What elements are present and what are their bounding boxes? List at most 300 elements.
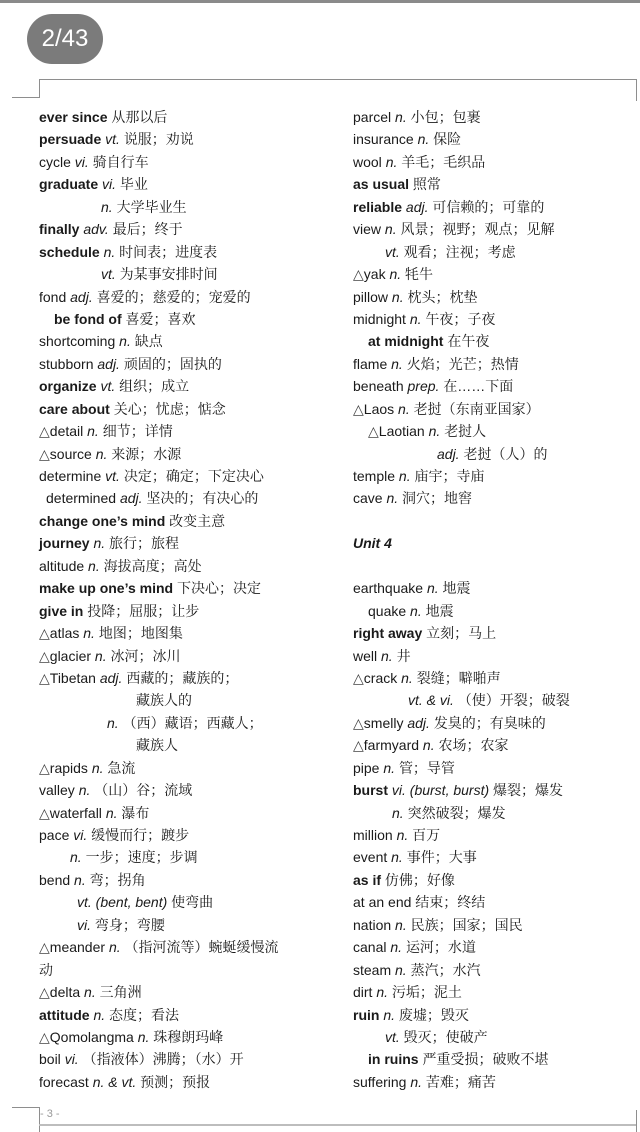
vocab-entry: [353, 667, 633, 689]
page-indicator-badge: 2/43: [27, 14, 103, 64]
headword: organize: [39, 378, 97, 395]
vocab-entry: [353, 914, 633, 936]
vocab-entry: [353, 398, 633, 420]
part-of-speech: n.: [93, 535, 106, 552]
vocab-entry: [39, 375, 339, 397]
definition: 火焰；光芒；热情: [406, 355, 519, 372]
vocab-entry: [39, 443, 339, 465]
definition: （使）开裂；破裂: [457, 692, 570, 709]
triangle-marker-icon: △: [353, 266, 364, 283]
headword: pace: [39, 827, 70, 843]
headword: valley: [39, 782, 75, 799]
definition: 观看；注视；考虑: [403, 243, 516, 260]
part-of-speech: vi.: [102, 176, 117, 193]
headword: quake: [368, 602, 407, 619]
definition: 急流: [107, 759, 136, 776]
definition: 改变主意: [169, 512, 226, 529]
definition: 严重受损；破败不堪: [422, 1051, 549, 1068]
definition: 庙宇；寺庙: [414, 468, 485, 484]
headword: shortcoming: [39, 333, 116, 350]
triangle-marker-icon: △: [39, 625, 50, 642]
part-of-speech: n.: [426, 580, 439, 597]
definition: （西）藏语；西藏人；: [122, 714, 263, 731]
headword: burst: [353, 782, 388, 799]
triangle-marker-icon: △: [39, 423, 50, 440]
definition: 珠穆朗玛峰: [153, 1028, 224, 1045]
headword: flame: [353, 355, 388, 372]
headword: well: [353, 647, 378, 664]
vocab-entry: [39, 106, 339, 128]
definition: 冰河；冰川: [110, 647, 181, 664]
triangle-marker-icon: △: [353, 714, 364, 731]
headword: bend: [39, 871, 71, 888]
definition: 一步；速度；步调: [85, 849, 198, 866]
part-of-speech: n.: [391, 355, 403, 372]
vocab-entry: [353, 465, 633, 487]
vocab-entry: [353, 734, 633, 756]
crop-mark-top-left: [39, 79, 40, 98]
part-of-speech: n.: [395, 961, 407, 978]
headword: yak: [363, 266, 386, 283]
vocab-entry: [39, 1026, 339, 1048]
part-of-speech: vt.: [100, 378, 116, 395]
headword: determine: [39, 468, 102, 484]
vocab-entry: [353, 1004, 633, 1026]
headword: boil: [39, 1051, 61, 1068]
headword: stubborn: [39, 355, 94, 372]
definition: 坚决的；有决心的: [146, 490, 259, 507]
definition: 瀑布: [121, 804, 150, 821]
definition: 藏族人: [136, 737, 178, 754]
vocab-entry: [353, 128, 633, 150]
definition: 管；导管: [398, 759, 455, 776]
vocab-entry: [353, 286, 633, 308]
vocab-entry: [353, 779, 633, 801]
triangle-marker-icon: △: [39, 445, 50, 462]
part-of-speech: n.: [395, 109, 407, 125]
definition: 预测；预报: [140, 1073, 211, 1090]
definition: 毕业: [119, 176, 148, 193]
headword: graduate: [39, 176, 99, 193]
vocab-entry: [353, 308, 633, 330]
headword: Laos: [363, 400, 395, 417]
part-of-speech: n.: [88, 557, 100, 574]
headword: fond: [39, 288, 67, 305]
part-of-speech: n.: [391, 849, 403, 866]
blank-line: [353, 510, 633, 532]
definition: 从那以后: [111, 109, 168, 125]
part-of-speech: n.: [94, 647, 107, 664]
part-of-speech: n.: [105, 804, 118, 821]
vocab-entry: [39, 487, 339, 509]
part-of-speech: n. & vt.: [92, 1073, 137, 1090]
headword: midnight: [353, 310, 406, 327]
definition: 可信赖的；可靠的: [432, 198, 545, 215]
definition: 小包；包裹: [410, 109, 481, 125]
headword: finally: [39, 221, 80, 238]
definition: 组织；成立: [119, 378, 190, 395]
vocab-entry: [353, 241, 633, 263]
headword: event: [353, 849, 388, 866]
vocab-entry: [39, 218, 339, 240]
part-of-speech: n.: [91, 759, 104, 776]
vocab-entry: [39, 286, 339, 308]
definition: 发臭的；有臭味的: [433, 714, 546, 731]
vocab-entry: [353, 600, 633, 622]
headword: earthquake: [353, 580, 424, 597]
definition: 下决心；决定: [176, 580, 261, 597]
vocab-entry: [39, 802, 339, 824]
part-of-speech: adj.: [407, 714, 430, 731]
headword: ruin: [353, 1006, 380, 1023]
vocab-entry: [39, 779, 339, 801]
vocab-entry: [39, 936, 339, 958]
headword: smelly: [363, 714, 404, 731]
headword: at an end: [353, 894, 412, 911]
vocab-entry: [39, 173, 339, 195]
vocab-entry: [353, 443, 633, 465]
definition: 枕头；枕垫: [407, 288, 478, 305]
headword: as if: [353, 871, 382, 888]
definition: 老挝（人）的: [463, 445, 548, 462]
headword: schedule: [39, 243, 100, 260]
headword: waterfall: [49, 804, 102, 821]
part-of-speech: vt.: [101, 266, 116, 283]
vocab-entry: [39, 1071, 339, 1093]
vocab-entry: [39, 151, 339, 173]
definition: 运河；水道: [405, 939, 476, 956]
part-of-speech: n.: [70, 849, 82, 866]
vocab-entry: [353, 487, 633, 509]
vocab-entry: [39, 330, 339, 352]
headword: insurance: [353, 131, 414, 148]
headword: million: [353, 827, 393, 843]
part-of-speech: n.: [422, 737, 435, 754]
definition: 裂缝；噼啪声: [416, 669, 501, 686]
definition: 顽固的；固执的: [123, 355, 222, 372]
part-of-speech: vt.: [385, 243, 400, 260]
definition: 来源；水源: [111, 445, 182, 462]
vocab-entry: [39, 263, 339, 285]
part-of-speech: n.: [101, 198, 113, 215]
headword: dirt: [353, 984, 373, 1001]
part-of-speech: adj.: [97, 355, 120, 372]
headword: change one’s mind: [39, 512, 166, 529]
headword: give in: [39, 602, 84, 619]
vocab-entry: [353, 869, 633, 891]
definition: 动: [39, 961, 53, 978]
part-of-speech: adv.: [83, 221, 109, 238]
headword: temple: [353, 468, 396, 484]
definition: 井: [396, 647, 411, 664]
vocab-entry: [353, 420, 633, 442]
definition: 在午夜: [447, 333, 490, 350]
vocab-entry: [353, 689, 633, 711]
definition: 使弯曲: [171, 894, 214, 911]
headword: wool: [353, 153, 382, 170]
vocab-column-right: [353, 106, 633, 1093]
definition: 风景；视野；观点；见解: [400, 221, 555, 238]
vocab-entry: [353, 891, 633, 913]
definition: 羊毛；毛织品: [401, 153, 486, 170]
definition: 藏族人的: [136, 692, 192, 709]
part-of-speech: n.: [385, 153, 398, 170]
page-top-edge: [39, 79, 636, 80]
vocab-entry: [353, 846, 633, 868]
vocab-entry: [353, 712, 633, 734]
part-of-speech: vi.: [64, 1051, 79, 1068]
headword: ever since: [39, 109, 108, 125]
definition: 关心；忧虑；惦念: [113, 400, 226, 417]
vocab-entry: [353, 1048, 633, 1070]
vocab-column-left: [39, 106, 339, 1093]
headword: care about: [39, 400, 110, 417]
headword: view: [353, 221, 382, 238]
definition: 污垢；泥土: [391, 984, 462, 1001]
vocab-entry: [353, 757, 633, 779]
vocab-entry: [39, 510, 339, 532]
headword: suffering: [353, 1073, 407, 1090]
definition: 三角洲: [99, 984, 142, 1001]
vocab-entry: [39, 914, 339, 936]
part-of-speech: vi.: [77, 916, 91, 933]
part-of-speech: vi.: [73, 827, 88, 843]
headword: nation: [353, 916, 392, 933]
part-of-speech: vt.: [105, 468, 120, 484]
definition: （山）谷；流域: [94, 782, 193, 799]
vocab-entry: [353, 263, 633, 285]
headword: crack: [363, 669, 398, 686]
vocab-entry: [39, 824, 339, 846]
headword: make up one’s mind: [39, 580, 174, 597]
headword: as usual: [353, 176, 410, 193]
part-of-speech: adj.: [99, 669, 123, 686]
vocab-entry: [353, 353, 633, 375]
vocab-entry: [39, 846, 339, 868]
vocab-entry: [39, 532, 339, 554]
page-bottom-edge: [39, 1124, 636, 1126]
part-of-speech: n.: [428, 423, 441, 440]
triangle-marker-icon: △: [39, 984, 50, 1001]
vocab-entry: [39, 645, 339, 667]
part-of-speech: n.: [376, 984, 389, 1001]
definition: 保险: [433, 131, 462, 148]
part-of-speech: n.: [107, 714, 119, 731]
vocab-entry: [353, 375, 633, 397]
vocab-entry: [353, 802, 633, 824]
definition: 百万: [412, 827, 441, 843]
part-of-speech: n.: [409, 310, 422, 327]
vocab-entry: [39, 891, 339, 913]
headword: atlas: [49, 625, 80, 642]
headword: delta: [49, 984, 81, 1001]
headword: determined: [46, 490, 117, 507]
vocab-entry: [39, 241, 339, 263]
definition: 海拔高度；高处: [103, 557, 202, 574]
part-of-speech: n.: [95, 445, 108, 462]
definition: 地图；地图集: [98, 625, 183, 642]
vocab-entry: [39, 981, 339, 1003]
vocab-entry: [39, 465, 339, 487]
part-of-speech: n.: [410, 1073, 423, 1090]
vocab-entry: [39, 734, 339, 756]
part-of-speech: n.: [398, 400, 410, 417]
vocab-entry: [353, 824, 633, 846]
headword: farmyard: [363, 737, 420, 754]
vocab-entry: [39, 353, 339, 375]
headword: pipe: [353, 759, 380, 776]
part-of-speech: n.: [84, 984, 96, 1001]
headword: rapids: [49, 759, 88, 776]
headword: forecast: [39, 1073, 89, 1090]
vocab-entry: [39, 555, 339, 577]
part-of-speech: n.: [87, 423, 99, 440]
definition: 为某事安排时间: [119, 266, 218, 283]
definition: 老挝人: [444, 423, 487, 440]
vocab-entry: [39, 622, 339, 644]
part-of-speech: n.: [103, 243, 116, 260]
vocab-entry: [39, 398, 339, 420]
definition: 结束；终结: [415, 894, 486, 911]
part-of-speech: n.: [391, 288, 404, 305]
vocab-entry: [353, 106, 633, 128]
part-of-speech: adj.: [119, 490, 143, 507]
page-number: - 3 -: [40, 1108, 60, 1120]
part-of-speech: n.: [137, 1028, 150, 1045]
headword: pillow: [353, 288, 389, 305]
vocab-entry: [39, 420, 339, 442]
part-of-speech: n.: [390, 939, 403, 956]
definition: 弯；拐角: [89, 871, 146, 888]
headword: persuade: [39, 131, 102, 148]
part-of-speech: prep.: [407, 378, 440, 395]
headword: detail: [49, 423, 84, 440]
headword: cycle: [39, 153, 71, 170]
part-of-speech: n.: [383, 1006, 396, 1023]
part-of-speech: adj.: [437, 445, 460, 462]
part-of-speech: vt. (bent, bent): [77, 894, 168, 911]
crop-mark-top-right: [636, 79, 637, 101]
definition: 民族；国家；国民: [410, 916, 523, 933]
part-of-speech: n.: [78, 782, 91, 799]
part-of-speech: vi. (burst, burst): [391, 782, 490, 799]
definition: 旅行；旅程: [109, 535, 180, 552]
headword: in ruins: [368, 1051, 419, 1068]
definition: 喜爱；喜欢: [125, 310, 196, 327]
triangle-marker-icon: △: [368, 423, 379, 440]
vocab-entry: [353, 622, 633, 644]
definition: 地震: [442, 580, 471, 597]
triangle-marker-icon: △: [39, 804, 50, 821]
definition: 决定；确定；下定决心: [123, 468, 264, 484]
definition: 废墟；毁灭: [398, 1006, 469, 1023]
crop-mark-top-left: [12, 97, 39, 98]
vocab-entry: [353, 173, 633, 195]
definition: 突然破裂；爆发: [407, 804, 506, 821]
vocab-entry: [353, 1026, 633, 1048]
crop-mark-bottom-right: [636, 1110, 637, 1132]
part-of-speech: n.: [396, 827, 409, 843]
definition: 毁灭；使破产: [403, 1028, 488, 1045]
definition: 缓慢而行；踱步: [91, 827, 190, 843]
part-of-speech: n.: [384, 221, 397, 238]
headword: beneath: [353, 378, 404, 395]
crop-mark-bottom-left: [12, 1107, 39, 1108]
headword: Qomolangma: [49, 1028, 134, 1045]
definition: 骑自行车: [92, 153, 149, 170]
definition: 苦难；痛苦: [425, 1073, 496, 1090]
definition: 牦牛: [405, 266, 434, 283]
vocab-entry: [39, 577, 339, 599]
definition: （指河流等）蜿蜒缓慢流: [124, 939, 279, 956]
triangle-marker-icon: △: [39, 647, 50, 664]
definition: 西藏的；藏族的；: [126, 669, 239, 686]
headword: at midnight: [368, 333, 444, 350]
vocab-entry: [353, 936, 633, 958]
vocab-entry: [353, 196, 633, 218]
headword: canal: [353, 939, 387, 956]
top-border: [0, 0, 640, 3]
part-of-speech: n.: [383, 759, 396, 776]
part-of-speech: n.: [119, 333, 131, 350]
headword: Tibetan: [49, 669, 96, 686]
definition: 缺点: [134, 333, 163, 350]
part-of-speech: vi.: [74, 153, 89, 170]
vocab-entry: [39, 1048, 339, 1070]
definition: 最后；终于: [112, 221, 183, 238]
definition: 洞穴；地窖: [402, 490, 473, 507]
definition: 蒸汽；水汽: [410, 961, 481, 978]
definition: 时间表；进度表: [119, 243, 218, 260]
part-of-speech: n.: [83, 625, 95, 642]
vocab-entry: [353, 645, 633, 667]
definition: 仿佛；好像: [384, 871, 455, 888]
triangle-marker-icon: △: [39, 759, 50, 776]
vocab-entry: [39, 1004, 339, 1026]
vocab-entry: [353, 151, 633, 173]
vocab-entry: [353, 959, 633, 981]
vocab-entry: [39, 600, 339, 622]
part-of-speech: adj.: [405, 198, 429, 215]
part-of-speech: n.: [74, 871, 86, 888]
part-of-speech: n.: [410, 602, 422, 619]
part-of-speech: n.: [401, 669, 413, 686]
part-of-speech: n.: [417, 131, 430, 148]
definition: 立刻；马上: [426, 625, 497, 642]
vocab-entry: [353, 577, 633, 599]
definition: 午夜；子夜: [425, 310, 496, 327]
blank-line: [353, 555, 633, 577]
part-of-speech: n.: [381, 647, 393, 664]
unit-title: Unit 4: [353, 535, 392, 552]
part-of-speech: n.: [392, 804, 404, 821]
part-of-speech: n.: [395, 916, 407, 933]
vocab-entry: [39, 128, 339, 150]
vocab-entry: [39, 667, 339, 689]
definition: 细节；详情: [102, 423, 173, 440]
headword: cave: [353, 490, 383, 507]
definition: （指液体）沸腾；（水）开: [82, 1051, 244, 1068]
headword: steam: [353, 961, 392, 978]
definition: 事件；大事: [406, 849, 477, 866]
definition: 农场；农家: [438, 737, 509, 754]
headword: source: [49, 445, 92, 462]
part-of-speech: vt.: [105, 131, 120, 148]
headword: right away: [353, 625, 423, 642]
vocab-entry: [39, 712, 339, 734]
vocab-entry: [353, 330, 633, 352]
vocab-entry: [353, 218, 633, 240]
